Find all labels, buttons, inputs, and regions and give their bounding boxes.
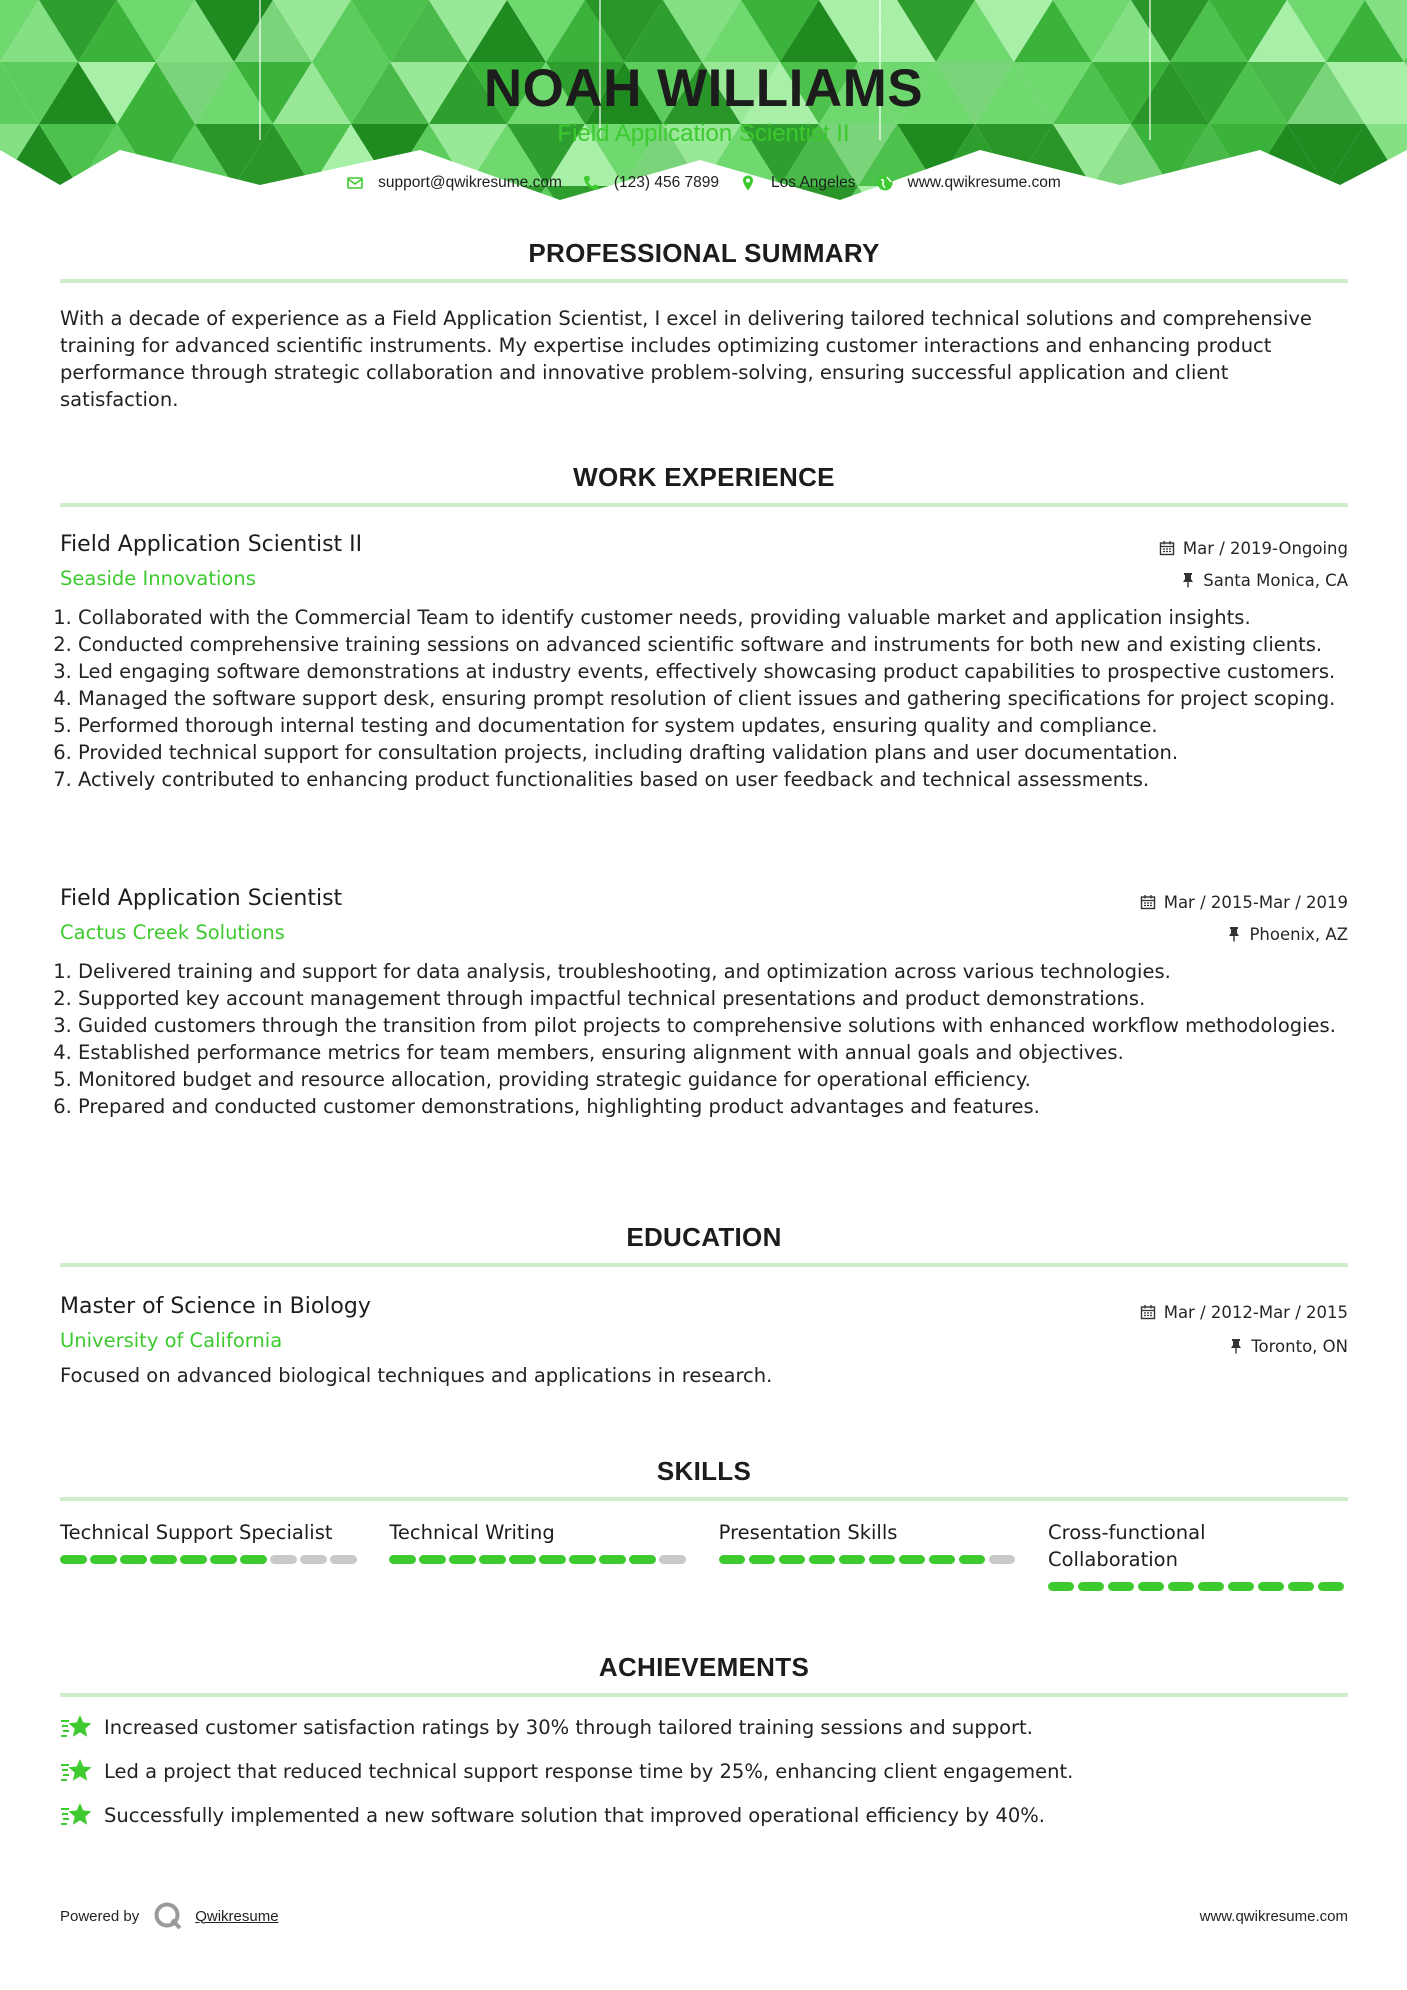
list-item: 4. Established performance metrics for team members, ensuring alignment with annual goals and objectives.	[78, 1039, 1348, 1066]
skill-dot	[509, 1555, 536, 1564]
list-item: 2. Supported key account management through impactful technical presentations and product demonstrations.	[78, 985, 1348, 1012]
education-heading: EDUCATION	[626, 1222, 782, 1252]
education-section	[60, 1222, 1348, 1267]
globe-icon	[876, 174, 894, 192]
job-dates	[1140, 886, 1348, 918]
skill-name: Presentation Skills	[718, 1521, 898, 1544]
skill-dot	[959, 1555, 986, 1564]
skill-dot	[1078, 1582, 1105, 1591]
job-bullets	[60, 604, 1348, 793]
skill-item	[719, 1519, 1019, 1591]
skill-dot	[180, 1555, 207, 1564]
skill-name: Technical Writing	[389, 1521, 555, 1544]
section-divider	[60, 1693, 1348, 1697]
star-icon	[60, 1757, 94, 1785]
skill-dot	[1318, 1582, 1345, 1591]
skill-dot	[1288, 1582, 1315, 1591]
job-location-text: Phoenix, AZ	[1249, 924, 1348, 944]
skill-dot	[449, 1555, 476, 1564]
summary-heading: PROFESSIONAL SUMMARY	[528, 238, 880, 268]
skill-item	[389, 1519, 689, 1591]
calendar-icon	[1140, 894, 1156, 910]
education-dates	[1140, 1294, 1348, 1330]
list-item: 1. Delivered training and support for data analysis, troubleshooting, and optimization across various technologies.	[78, 958, 1348, 985]
job-dates	[1159, 532, 1348, 564]
skill-rating	[389, 1555, 689, 1564]
skills-section	[60, 1456, 1348, 1591]
skill-dot	[60, 1555, 87, 1564]
map-pin-icon	[739, 174, 757, 192]
experience-section	[60, 462, 1348, 507]
education-meta	[1140, 1294, 1348, 1362]
skill-dot	[869, 1555, 896, 1564]
job-bullets	[60, 958, 1348, 1120]
pushpin-icon	[1229, 1338, 1243, 1354]
skill-dot	[599, 1555, 626, 1564]
job-company: Cactus Creek Solutions	[60, 921, 285, 944]
experience-heading: WORK EXPERIENCE	[573, 462, 835, 492]
list-item: 3. Guided customers through the transition from pilot projects to comprehensive solutions with enhanced workflow methodologies.	[78, 1012, 1348, 1039]
skill-name: Cross-functional Collaboration	[1047, 1521, 1206, 1571]
achievement-item	[60, 1757, 1348, 1785]
skill-dot	[809, 1555, 836, 1564]
calendar-icon	[1159, 540, 1175, 556]
job-meta	[1140, 886, 1348, 950]
skill-dot	[629, 1555, 656, 1564]
skill-dot	[749, 1555, 776, 1564]
contact-location	[739, 174, 855, 192]
qwikresume-link[interactable]: Qwikresume	[195, 1907, 279, 1925]
education-dates-text: Mar / 2012-Mar / 2015	[1163, 1302, 1348, 1322]
skill-dot	[899, 1555, 926, 1564]
list-item: 5. Performed thorough internal testing and documentation for system updates, ensuring quality and compliance.	[78, 712, 1348, 739]
skill-dot	[929, 1555, 956, 1564]
skill-dot	[270, 1555, 297, 1564]
contact-website[interactable]	[876, 174, 1061, 192]
website-text: www.qwikresume.com	[907, 174, 1061, 191]
skill-dot	[1168, 1582, 1195, 1591]
job-dates-text: Mar / 2019-Ongoing	[1182, 538, 1348, 558]
skill-name: Technical Support Specialist	[60, 1521, 333, 1544]
skill-dot	[779, 1555, 806, 1564]
skill-dot	[1108, 1582, 1135, 1591]
skill-dot	[1228, 1582, 1255, 1591]
skill-dot	[659, 1555, 686, 1564]
skill-dot	[150, 1555, 177, 1564]
list-item: 3. Led engaging software demonstrations at industry events, effectively showcasing product capabilities to prospective customers.	[78, 658, 1348, 685]
skill-dot	[1258, 1582, 1285, 1591]
section-divider	[60, 503, 1348, 507]
resume-header	[0, 0, 1407, 200]
skill-dot	[210, 1555, 237, 1564]
skill-dot	[419, 1555, 446, 1564]
skill-dot	[479, 1555, 506, 1564]
section-divider	[60, 1497, 1348, 1501]
calendar-icon	[1140, 1304, 1156, 1320]
star-icon	[60, 1713, 94, 1741]
footer	[60, 1898, 1348, 1934]
candidate-name: NOAH WILLIAMS	[483, 59, 924, 118]
contact-phone[interactable]	[582, 174, 719, 192]
star-icon	[60, 1801, 94, 1829]
summary-section	[60, 238, 1348, 413]
list-item: 6. Provided technical support for consultation projects, including drafting validation plans and user documentation.	[78, 739, 1348, 766]
envelope-icon	[346, 174, 364, 192]
skill-dot	[300, 1555, 327, 1564]
skill-dot	[569, 1555, 596, 1564]
skill-rating	[60, 1555, 360, 1564]
skill-dot	[719, 1555, 746, 1564]
skill-dot	[1138, 1582, 1165, 1591]
skills-heading: SKILLS	[656, 1456, 752, 1486]
skill-rating	[719, 1555, 1019, 1564]
contact-bar	[0, 174, 1407, 192]
pushpin-icon	[1227, 926, 1241, 942]
footer-website[interactable]: www.qwikresume.com	[1199, 1907, 1348, 1925]
education-entry	[60, 1294, 1348, 1389]
pushpin-icon	[1181, 572, 1195, 588]
skill-dot	[1198, 1582, 1225, 1591]
achievement-text: Successfully implemented a new software solution that improved operational efficiency by 40%.	[104, 1803, 1045, 1827]
achievement-text: Led a project that reduced technical support response time by 25%, enhancing client engagement.	[104, 1759, 1074, 1783]
list-item: 4. Managed the software support desk, ensuring prompt resolution of client issues and gathering specifications for project scoping.	[78, 685, 1348, 712]
powered-by-label: Powered by	[60, 1907, 140, 1925]
achievements-section	[60, 1652, 1348, 1829]
achievements-heading: ACHIEVEMENTS	[598, 1652, 810, 1682]
skill-dot	[839, 1555, 866, 1564]
skill-dot	[120, 1555, 147, 1564]
list-item: 1. Collaborated with the Commercial Team to identify customer needs, providing valuable market and application insights.	[78, 604, 1348, 631]
section-divider	[60, 1263, 1348, 1267]
summary-text: With a decade of experience as a Field Application Scientist, I excel in delivering tailored technical solutions and comprehensive training for advanced scientific instruments. My expertise includes optimizing customer interactions and enhancing product performance through strategic collaboration and innovative problem-solving, ensuring successful application and client satisfaction.	[60, 307, 1312, 411]
skill-rating	[1048, 1582, 1348, 1591]
achievement-text: Increased customer satisfaction ratings by 30% through tailored training sessions and support.	[104, 1715, 1033, 1739]
skill-dot	[90, 1555, 117, 1564]
candidate-title: Field Application Scientist II	[557, 120, 850, 147]
education-description: Focused on advanced biological techniques and applications in research.	[60, 1364, 773, 1387]
job-title: Field Application Scientist	[60, 886, 343, 911]
achievement-item	[60, 1801, 1348, 1829]
skill-item	[60, 1519, 360, 1591]
achievement-item	[60, 1713, 1348, 1741]
email-text: support@qwikresume.com	[378, 174, 562, 191]
job-entry-1	[60, 532, 1348, 793]
skills-list	[60, 1519, 1348, 1591]
job-dates-text: Mar / 2015-Mar / 2019	[1163, 892, 1348, 912]
section-divider	[60, 279, 1348, 283]
skill-dot	[539, 1555, 566, 1564]
list-item: 7. Actively contributed to enhancing product functionalities based on user feedback and technical assessments.	[78, 766, 1348, 793]
list-item: 6. Prepared and conducted customer demonstrations, highlighting product advantages and features.	[78, 1093, 1348, 1120]
phone-icon	[582, 174, 600, 192]
list-item: 5. Monitored budget and resource allocation, providing strategic guidance for operational efficiency.	[78, 1066, 1348, 1093]
school-name: University of California	[60, 1329, 283, 1352]
contact-email[interactable]	[346, 174, 562, 192]
skill-dot	[989, 1555, 1016, 1564]
job-location	[1159, 564, 1348, 596]
job-title: Field Application Scientist II	[60, 532, 363, 557]
job-entry-2	[60, 886, 1348, 1120]
job-location-text: Santa Monica, CA	[1203, 570, 1348, 590]
job-meta	[1159, 532, 1348, 596]
location-text: Los Angeles	[771, 174, 856, 191]
skill-dot	[1048, 1582, 1075, 1591]
skill-dot	[330, 1555, 357, 1564]
degree-title: Master of Science in Biology	[60, 1294, 371, 1319]
phone-text: (123) 456 7899	[613, 174, 720, 191]
skill-dot	[389, 1555, 416, 1564]
job-company: Seaside Innovations	[60, 567, 256, 590]
education-location	[1140, 1330, 1348, 1362]
job-location	[1140, 918, 1348, 950]
qwikresume-logo-icon	[153, 1901, 183, 1931]
skill-dot	[240, 1555, 267, 1564]
education-location-text: Toronto, ON	[1251, 1336, 1348, 1356]
skill-item	[1048, 1519, 1348, 1591]
list-item: 2. Conducted comprehensive training sessions on advanced scientific software and instruments for both new and existing clients.	[78, 631, 1348, 658]
